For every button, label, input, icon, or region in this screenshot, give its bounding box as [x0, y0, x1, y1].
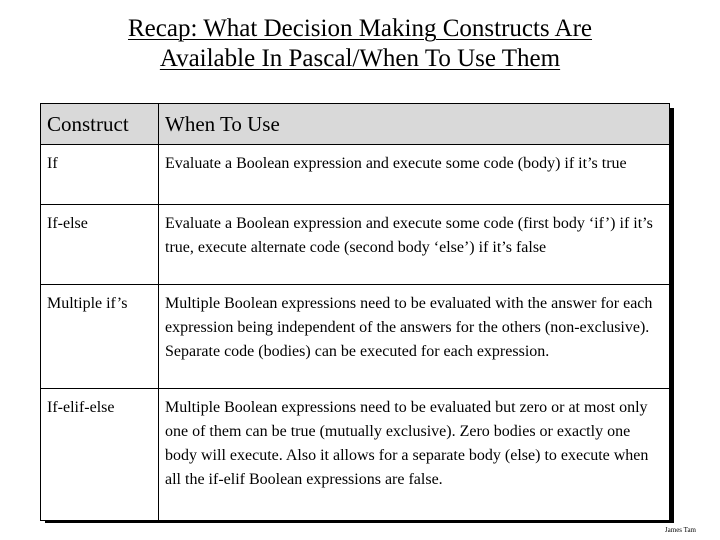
table-header-row: [41, 104, 670, 145]
table-row: [41, 285, 670, 389]
table-row: [41, 389, 670, 521]
constructs-table-container: [40, 103, 670, 521]
construct-cell: Multiple if’s: [41, 285, 159, 389]
slide-title-line-1: Recap: What Decision Making Constructs Are: [127, 15, 593, 42]
when-to-use-cell: Multiple Boolean expressions need to be evaluated but zero or at most only one of them can be true (mutually exclusive). Zero bodies or exactly one body will execute. Also it allows for a separate body (else) to execute when all the if-elif Boolean expressions are false.: [159, 389, 670, 521]
table-row: [41, 205, 670, 285]
author-credit: James Tam: [664, 526, 696, 534]
slide-title: [0, 14, 720, 74]
table-row: [41, 145, 670, 205]
construct-cell: If: [41, 145, 159, 205]
when-to-use-cell: Evaluate a Boolean expression and execute some code (first body ‘if’) if it’s true, execute alternate code (second body ‘else’) if it’s false: [159, 205, 670, 285]
slide-title-line-2: Available In Pascal/When To Use Them: [159, 45, 561, 72]
header-when-to-use: When To Use: [159, 104, 670, 145]
header-construct: Construct: [41, 104, 159, 145]
construct-cell: If-else: [41, 205, 159, 285]
when-to-use-cell: Evaluate a Boolean expression and execute some code (body) if it’s true: [159, 145, 670, 205]
construct-cell: If-elif-else: [41, 389, 159, 521]
when-to-use-cell: Multiple Boolean expressions need to be evaluated with the answer for each expression being independent of the answers for the others (non-exclusive). Separate code (bodies) can be executed for each expression.: [159, 285, 670, 389]
constructs-table: [40, 103, 670, 521]
